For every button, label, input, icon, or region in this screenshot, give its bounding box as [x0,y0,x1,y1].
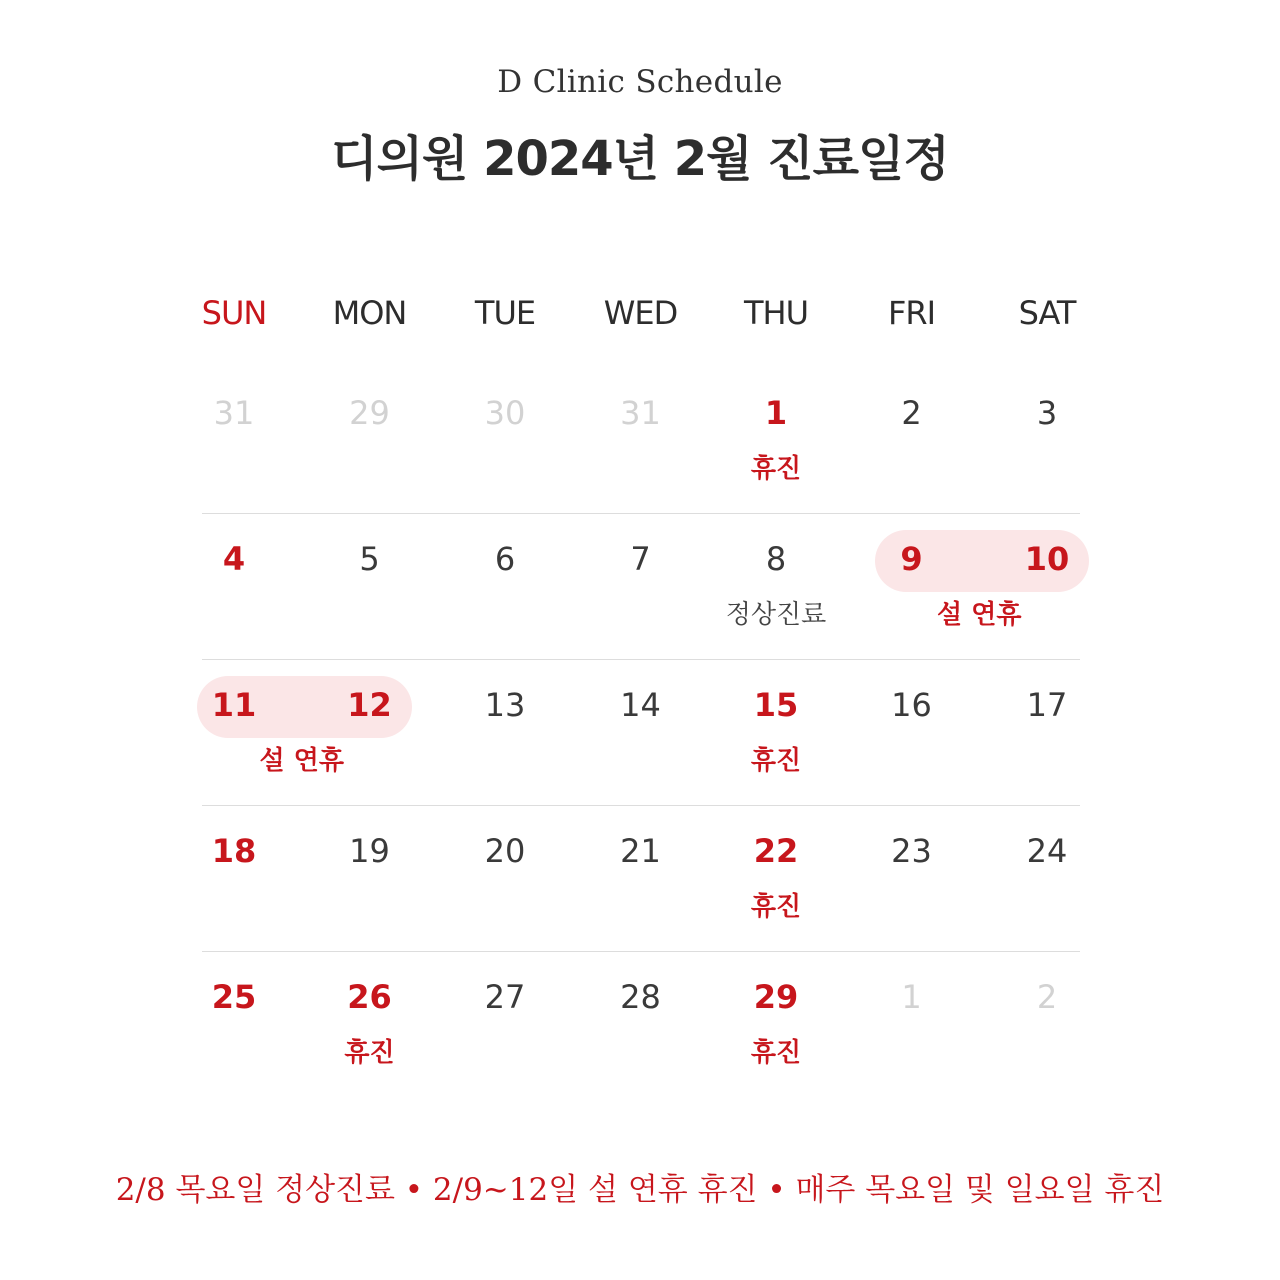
day-note: 휴진 [750,454,802,484]
calendar-day: 19 [349,832,390,870]
calendar-day: 12 [347,686,392,724]
calendar-day: 23 [891,832,932,870]
calendar-day: 25 [211,978,257,1016]
day-note: 휴진 [750,892,802,922]
calendar-day: 6 [494,540,516,578]
calendar-day: 10 [1024,540,1070,578]
weekday-header-sat: SAT [1018,294,1076,332]
week-divider [202,805,1080,806]
calendar-day: 26 [347,978,392,1016]
weekday-header-tue: TUE [474,294,536,332]
day-note: 휴진 [750,746,802,776]
calendar-day: 15 [753,686,799,724]
calendar-day: 18 [211,832,257,870]
calendar-day: 17 [1026,686,1068,724]
calendar-day: 24 [1026,832,1068,870]
calendar-day: 20 [484,832,526,870]
day-note: 휴진 [344,1038,395,1068]
weekday-header-mon: MON [332,294,407,332]
calendar-day: 14 [620,686,661,724]
calendar-day: 29 [349,394,390,432]
schedule-subtitle: D Clinic Schedule [497,64,783,100]
calendar-day: 16 [891,686,932,724]
calendar-day: 28 [620,978,661,1016]
day-note: 정상진료 [725,600,827,630]
weekday-header-thu: THU [743,294,809,332]
weekday-header-sun: SUN [201,294,267,332]
calendar-day: 1 [764,394,788,432]
calendar-day: 2 [1036,978,1058,1016]
weekday-header-wed: WED [603,294,678,332]
day-note: 휴진 [750,1038,802,1068]
calendar-day: 30 [484,394,526,432]
calendar-day: 3 [1036,394,1058,432]
footer-notice: 2/8 목요일 정상진료 • 2/9~12일 설 연휴 휴진 • 매주 목요일 및 일요일 휴진 [115,1172,1165,1208]
calendar-day: 5 [359,540,380,578]
calendar-day: 9 [900,540,923,578]
week-divider [202,659,1080,660]
page-title: 디의원 2024년 2월 진료일정 [331,131,949,187]
calendar-day: 7 [630,540,651,578]
calendar-day: 27 [484,978,526,1016]
calendar-day: 21 [620,832,661,870]
calendar-day: 4 [222,540,246,578]
week-divider [202,513,1080,514]
calendar-day: 8 [765,540,787,578]
calendar-day: 2 [901,394,922,432]
calendar-day: 31 [213,394,255,432]
calendar-day: 31 [620,394,661,432]
calendar-day: 11 [211,686,257,724]
week-divider [202,951,1080,952]
calendar-day: 22 [753,832,799,870]
calendar-day: 13 [484,686,526,724]
weekday-header-fri: FRI [887,294,936,332]
calendar-day: 1 [901,978,922,1016]
day-note: 설 연휴 [259,746,344,776]
day-note: 설 연휴 [937,600,1022,630]
calendar-day: 29 [753,978,799,1016]
